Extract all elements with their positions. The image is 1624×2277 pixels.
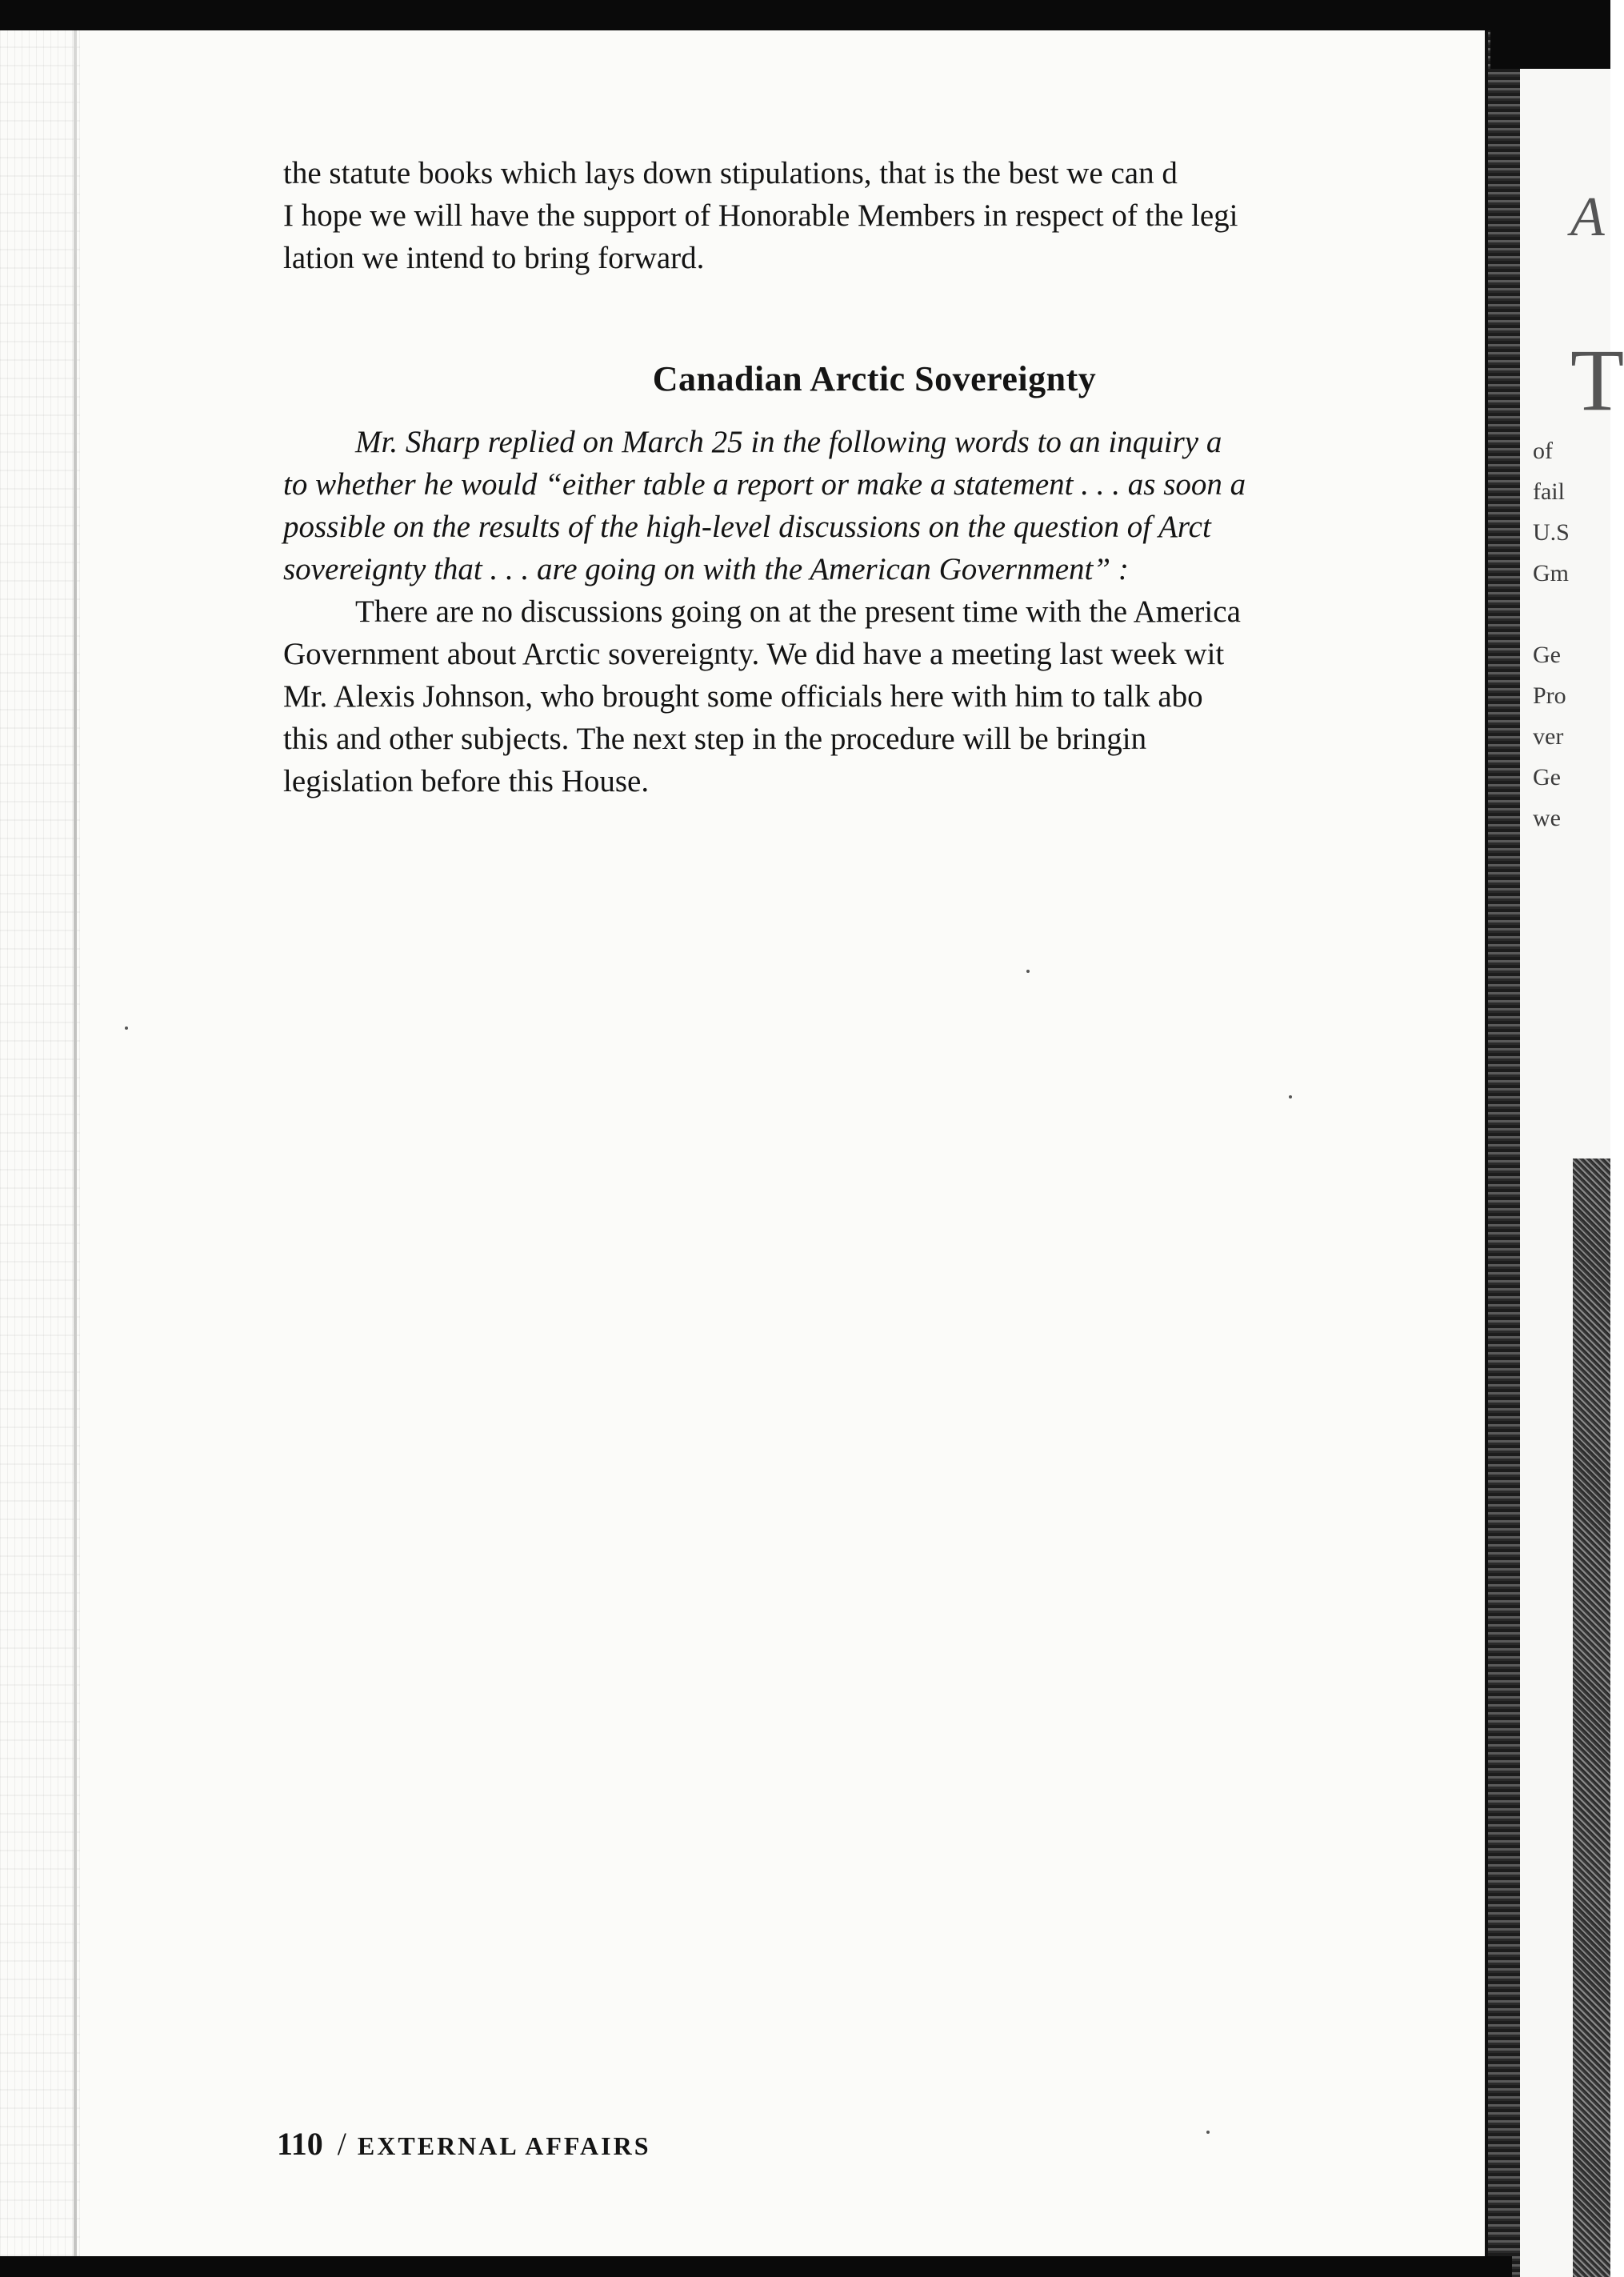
text-line: There are no discussions going on at the present time with the America bbox=[355, 594, 1241, 629]
page-footer bbox=[277, 2125, 651, 2163]
publication-title: EXTERNAL AFFAIRS bbox=[357, 2131, 651, 2160]
facing-text-line: Ge bbox=[1533, 642, 1561, 668]
facing-page-photo bbox=[1573, 1159, 1610, 2277]
scan-bottom-edge bbox=[0, 2256, 1512, 2277]
scan-speck bbox=[1026, 970, 1030, 973]
text-line: Government about Arctic sovereignty. We did have a meeting last week wit bbox=[283, 637, 1225, 671]
facing-text-line: ver bbox=[1533, 723, 1564, 750]
facing-text-line bbox=[1533, 594, 1570, 634]
footer-separator: / bbox=[337, 2126, 346, 2162]
intro-paragraph bbox=[283, 421, 1466, 590]
facing-text-line: Ge bbox=[1533, 764, 1561, 790]
facing-text-line: Gm bbox=[1533, 560, 1569, 586]
section-heading: Canadian Arctic Sovereignty bbox=[652, 359, 1097, 398]
scan-speck bbox=[1206, 2131, 1210, 2134]
facing-text-line: we bbox=[1533, 805, 1561, 831]
text-line: this and other subjects. The next step in the procedure will be bringin bbox=[283, 722, 1147, 756]
facing-text-line: of bbox=[1533, 438, 1553, 464]
page-edge-line bbox=[74, 30, 77, 2256]
text-line: possible on the results of the high-level discussions on the question of Arct bbox=[283, 510, 1211, 544]
facing-text-line: Pro bbox=[1533, 682, 1566, 709]
facing-text-line: U.S bbox=[1533, 519, 1570, 546]
facing-page-text bbox=[1533, 430, 1570, 838]
text-line: lation we intend to bring forward. bbox=[283, 241, 705, 275]
text-line: to whether he would “either table a report or make a statement . . . as soon a bbox=[283, 467, 1246, 502]
left-page-edge bbox=[0, 30, 80, 2256]
facing-text-line: fail bbox=[1533, 478, 1565, 505]
scan-speck bbox=[125, 1026, 128, 1030]
page-number: 110 bbox=[277, 2126, 323, 2162]
scan-top-edge bbox=[0, 0, 1610, 30]
scan-top-edge bbox=[1490, 30, 1610, 69]
continuation-paragraph bbox=[283, 152, 1466, 279]
text-line: Mr. Alexis Johnson, who brought some officials here with him to talk abo bbox=[283, 679, 1203, 714]
facing-header-fragment: A bbox=[1570, 186, 1605, 248]
text-line: the statute books which lays down stipulations, that is the best we can d bbox=[283, 156, 1178, 190]
scan-speck bbox=[1289, 1095, 1292, 1098]
reply-paragraph bbox=[283, 590, 1466, 802]
text-line: sovereignty that . . . are going on with the American Government” : bbox=[283, 552, 1129, 586]
facing-drop-cap: T bbox=[1570, 331, 1624, 429]
text-line: I hope we will have the support of Honorable Members in respect of the legi bbox=[283, 198, 1238, 233]
page-content bbox=[283, 152, 1466, 802]
text-line: Mr. Sharp replied on March 25 in the following words to an inquiry a bbox=[355, 425, 1222, 459]
text-line: legislation before this House. bbox=[283, 764, 650, 798]
